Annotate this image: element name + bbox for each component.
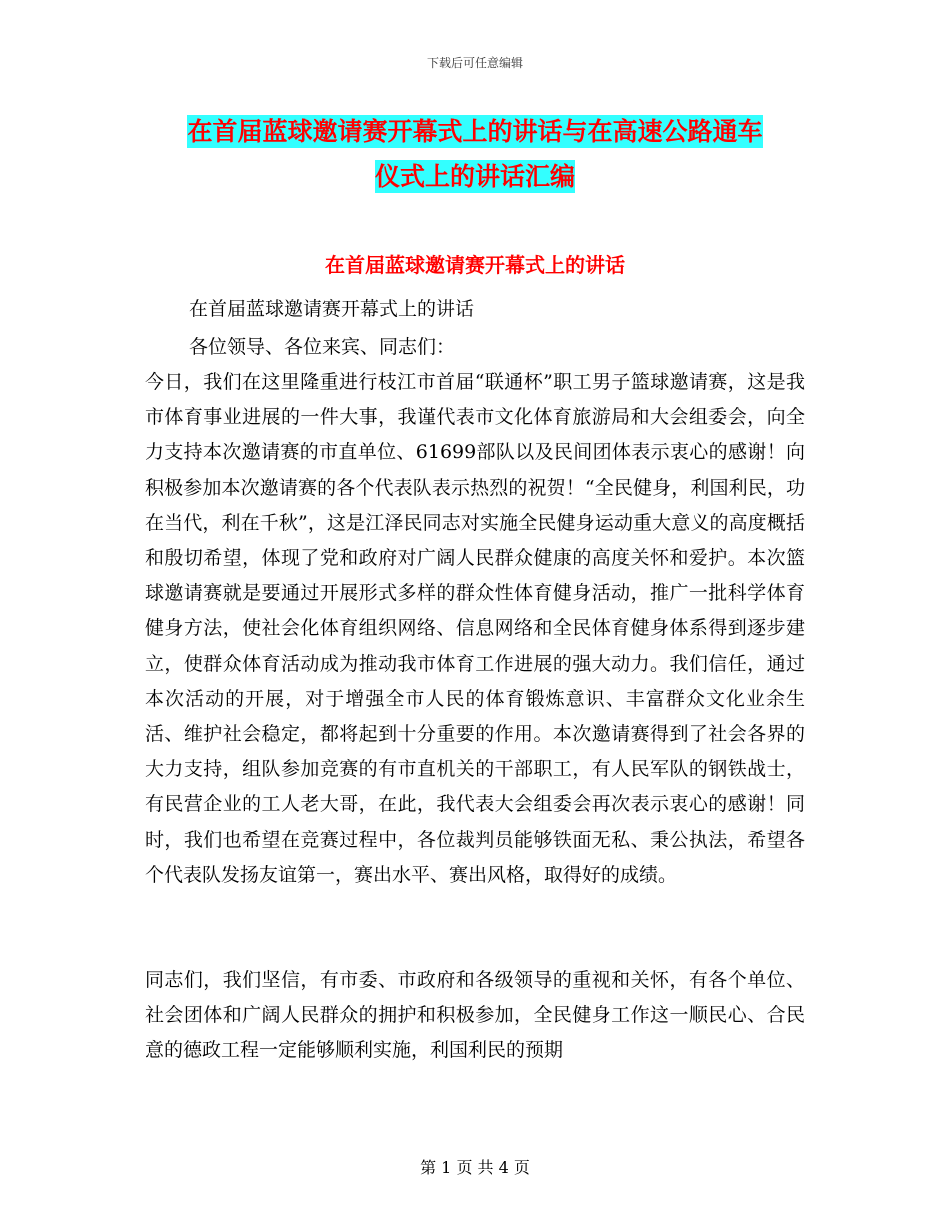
section-title: 在首届蓝球邀请赛开幕式上的讲话 [325, 253, 625, 277]
body-paragraph-1: 今日，我们在这里隆重进行枝江市首届“联通杯”职工男子篮球邀请赛，这是我市体育事业进展的一件大事，我谨代表市文化体育旅游局和大会组委会，向全力支持本次邀请赛的市直单位、61699部队以及民间团体表示衷心的感谢！向积极参加本次邀请赛的各个代表队表示热烈的祝贺！“全民健身，利国利民，功在当代，利在千秋”，这是江泽民同志对实施全民健身运动重大意义的高度概括和殷切希望，体现了党和政府对广阔人民群众健康的高度关怀和爱护。本次篮球邀请赛就是要通过开展形式多样的群众性体育健身活动，推广一批科学体育健身方法，使社会化体育组织网络、信息网络和全民体育健身体系得到逐步建立，使群众体育活动成为推动我市体育工作进展的强大动力。我们信任，通过本次活动的开展，对于增强全市人民的体育锻炼意识、丰富群众文化业余生活、维护社会稳定，都将起到十分重要的作用。本次邀请赛得到了社会各界的大力支持，组队参加竞赛的有市直机关的干部职工，有人民军队的钢铁战士，有民营企业的工人老大哥，在此，我代表大会组委会再次表示衷心的感谢！同时，我们也希望在竞赛过程中，各位裁判员能够铁面无私、秉公执法，希望各个代表队发扬友谊第一，赛出水平、赛出风格，取得好的成绩。 [145, 371, 805, 886]
speech-greeting: 各位领导、各位来宾、同志们： [189, 336, 456, 358]
page-footer: 第 1 页 共 4 页 [420, 1158, 530, 1177]
page-header-note: 下载后可任意编辑 [426, 56, 523, 70]
body-paragraph-2: 同志们，我们坚信，有市委、市政府和各级领导的重视和关怀，有各个单位、社会团体和广阔人民群众的拥护和积极参加，全民健身工作这一顺民心、合民意的德政工程一定能够顺利实施，利国利民的预期 [145, 969, 805, 1062]
document-title-line-1: 在首届蓝球邀请赛开幕式上的讲话与在高速公路通车 [187, 117, 763, 146]
document-title-line-2: 仪式上的讲话汇编 [374, 162, 575, 191]
speech-subtitle: 在首届蓝球邀请赛开幕式上的讲话 [189, 298, 475, 320]
